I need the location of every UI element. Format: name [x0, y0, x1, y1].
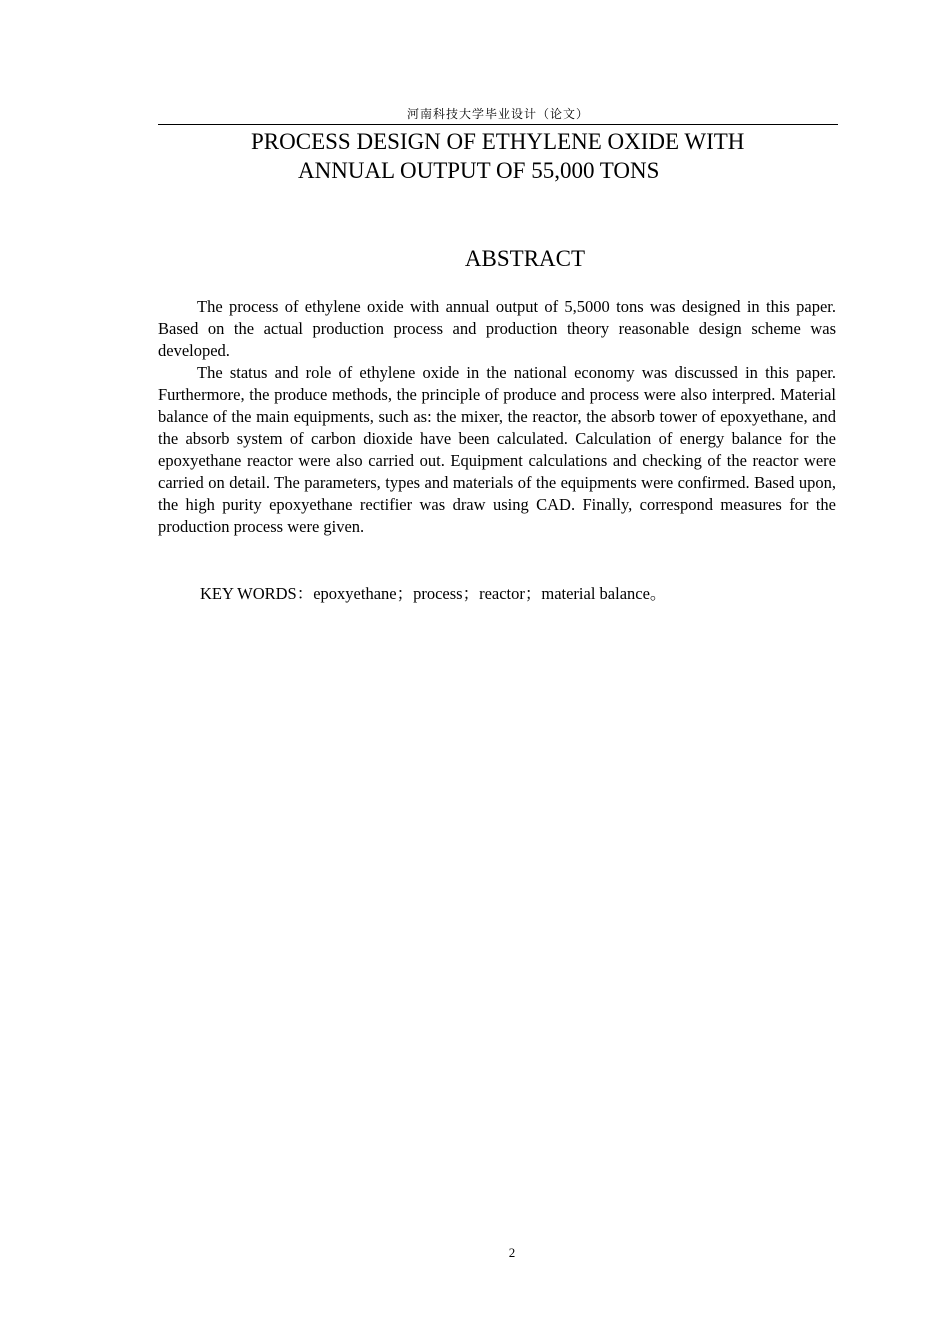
page-number: 2 [508, 1245, 516, 1260]
header-rule [158, 124, 838, 125]
abstract-paragraph-1: The process of ethylene oxide with annual output of 5,5000 tons was designed in this paper. Based on the actual production process and production theory reasonable design scheme was developed. [158, 297, 836, 360]
abstract-heading: ABSTRACT [464, 246, 586, 271]
abstract-paragraph-2: The status and role of ethylene oxide in the national economy was discussed in this paper. Furthermore, the produce methods, the principle of produce and process were also interpred. Material balance of the main equipments, such as: the mixer, the reactor, the absorb tower of epoxyethane, and the absorb system of carbon dioxide have been calculated. Calculation of energy balance for the epoxyethane reactor were also carried out. Equipment calculations and checking of the reactor were carried on detail. The parameters, types and materials of the equipments were confirmed. Based upon, the high purity epoxyethane rectifier was draw using CAD. Finally, correspond measures for the production process were given. [158, 363, 836, 536]
thesis-title-line-1: PROCESS DESIGN OF ETHYLENE OXIDE WITH [251, 129, 745, 154]
abstract-body [158, 296, 836, 538]
running-header: 河南科技大学毕业设计（论文） [406, 107, 589, 121]
keywords-line: KEY WORDS：epoxyethane；process；reactor；material balance。 [200, 584, 667, 603]
thesis-title-line-2: ANNUAL OUTPUT OF 55,000 TONS [298, 158, 660, 183]
